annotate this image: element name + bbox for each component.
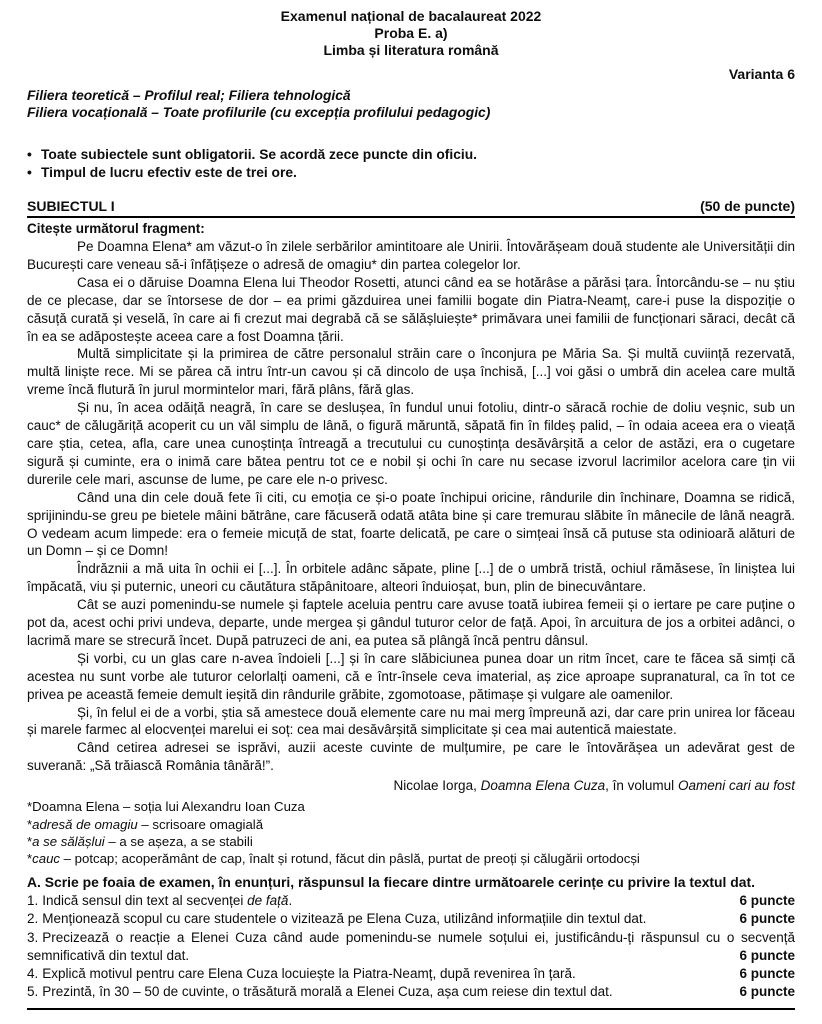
fragment-paragraph: Când una din cele două fete îi citi, cu emoția ce și-o poate închipui oricine, rândurile din închinare, Doamna se ridică, sprijinindu-se greu pe bietele mâini bătrâne, care făcuseră odată atâta bine și care tremurau slăbite în mânecile de lână neagră. O vedeam acum limpede: era o femeie micuță de stat, foarte delicată, pe care o simțeai însă că putuse sta odinioară alături de un Domn – și ce Domn! [27, 489, 795, 559]
filiera-line: Filiera teoretică – Profilul real; Filiera tehnologică [27, 88, 351, 103]
note-text: Timpul de lucru efectiv este de trei ore. [41, 165, 297, 180]
note-line [27, 146, 795, 164]
text-segment: cauc [32, 851, 60, 867]
question-item [27, 910, 795, 928]
fragment-paragraph: Casa ei o dăruise Doamna Elena lui Theodor Rosetti, atunci când ea se hotărâse a părăsi țara. Întorcându-se – nu știu de ce plecase, dar se întorsese de dor – ea primi găzduirea unei familii bogate din Piatra-Neamț, care-i puse la dispoziție o căsuță curată și veselă, în care ai fi crezut mai degrabă că se sălășluiește* primăvara unei familii de funcționari săraci, decât că în ea se adăpostește aceea care a fost Doamna țării. [27, 274, 795, 344]
literary-fragment [27, 238, 795, 775]
general-notes [27, 146, 795, 182]
fragment-paragraph: Și nu, în acea odăiță neagră, în care se deslușea, în fundul unui fotoliu, dintr-o săracă rochie de doliu veșnic, sub un cauc* de călugăriță acoperit cu un văl simplu de lână, o figură măruntă, săpată fin în fildeș palid, – în odaia aceea era o vieață care știa, cetea, afla, care unea cunoștința întreagă a trecutului cu cunoștința desăvârșită a celor de astăzi, era o cugetare sigură și cuminte, era o inimă care bătea pentru tot ce e nobil și ochi în care nu secase izvorul lacrimilor acelora care țin vii durerile cele mari, ascunse de lume, pe care ele n-o privesc. [27, 400, 795, 487]
exam-title-line: Examenul național de bacalaureat 2022 [280, 8, 542, 24]
question-number: 2. [27, 911, 39, 927]
question-points: 6 puncte [739, 984, 795, 1000]
text-segment: – potcap; acoperământ de cap, înalt și rotund, făcut din pâslă, purtat de preoți și călugării ortodocși [60, 851, 640, 867]
filiera-lines [27, 87, 795, 121]
fragment-instruction: Citește următorul fragment: [27, 221, 205, 236]
exam-title-line: Limba și literatura română [323, 42, 499, 58]
question-points: 6 puncte [739, 911, 795, 927]
bullet-marker: • [27, 147, 32, 162]
question-item [27, 892, 795, 910]
text-segment: Precizează o reacție a Elenei Cuza când aude pomenindu-se numele soțului ei, justificându-ți răspunsul cu o secvență semnificativă din textul dat. [27, 929, 795, 963]
bullet-marker: • [27, 165, 32, 180]
text-segment: * [27, 816, 33, 832]
fragment-attribution [27, 776, 795, 795]
text-segment: Menționează scopul cu care studentele o vizitează pe Elena Cuza, utilizând informațiile din textul dat. [42, 911, 647, 927]
text-segment: Explică motivul pentru care Elena Cuza locuiește la Piatra-Neamț, după revenirea în țară. [42, 966, 576, 982]
question-item [27, 929, 795, 965]
question-number: 4. [27, 966, 39, 982]
text-segment: adresă de omagiu [32, 816, 138, 832]
text-segment: – scrisoare omagială [137, 816, 264, 832]
question-text [42, 966, 576, 981]
note-line [27, 164, 795, 182]
question-list [27, 892, 795, 1001]
text-segment: de față [247, 893, 289, 909]
fragment-paragraph: Pe Doamna Elena* am văzut-o în zilele serbărilor amintitoare ale Unirii. Întovărășeam două studente ale Universității din București care veneau să-i înfățișeze o adresă de omagiu* din partea colegelor lor. [27, 239, 795, 272]
text-segment: *Doamna Elena – soția lui Alexandru Ioan Cuza [27, 799, 305, 815]
footnote-line [27, 850, 795, 867]
text-segment: a se sălășlui [32, 834, 105, 849]
text-segment: . [288, 893, 293, 909]
fragment-paragraph: Îndrăznii a mă uita în ochii ei [...]. În orbitele adânc săpate, pline [...] de o umbră tristă, ochiul rămăsese, în liniștea lui împăcată, viu și puternic, uneori cu căutătura stăpânitoare, alteori înduioșat, bun, plin de binecuvântare. [27, 561, 795, 595]
question-text [42, 893, 292, 908]
text-segment: * [27, 851, 33, 867]
question-points: 6 puncte [739, 947, 795, 963]
text-segment: – a se așeza, a se stabili [104, 834, 253, 849]
fragment-paragraph: Cât se auzi pomenindu-se numele și faptele aceluia pentru care avuse toată iubirea femeii și o iertare pe care puține o pot da, acest ochi privi undeva, departe, unde mergea și gândul tuturor celor de față. Apoi, în arcuitura de jos a orbitei adânci, o lacrimă mare se strecură încet. După patruzeci de ani, ea putea să plângă încă pentru dânsul. [27, 597, 795, 648]
question-points: 6 puncte [739, 893, 795, 909]
section-a-heading: A. Scrie pe foaia de examen, în enunțuri, răspunsul la fiecare dintre următoarele cerințe cu privire la textul dat. [27, 873, 755, 890]
footnote-line [27, 833, 795, 850]
text-segment: Nicolae Iorga, [393, 778, 481, 794]
filiera-line: Filiera vocațională – Toate profilurile (cu excepția profilului pedagogic) [27, 105, 491, 120]
exam-title-line: Proba E. a) [374, 25, 448, 41]
question-number: 3. [27, 929, 39, 945]
question-item [27, 965, 795, 983]
text-segment: , în volumul [605, 778, 678, 794]
exam-header [27, 8, 795, 121]
footnote-line [27, 798, 795, 815]
fragment-paragraph: Când cetirea adresei se isprăvi, auzii aceste cuvinte de mulțumire, pe care le întovărășea un adevărat gest de suverană: „Să trăiască România tânără!”. [27, 740, 795, 774]
question-points: 6 puncte [739, 966, 795, 982]
footnote-line [27, 816, 795, 833]
question-number: 5. [27, 984, 39, 1000]
question-item [27, 983, 795, 1001]
note-text: Toate subiectele sunt obligatorii. Se acordă zece puncte din oficiu. [41, 147, 477, 162]
text-segment: Oameni cari au fost [677, 778, 795, 794]
fragment-paragraph: Și vorbi, cu un glas care n-avea îndoieli [...] și în care slăbiciunea punea doar un ritm încet, care te făcea să simți că acestea nu sunt vorbe ale tuturor celorlalți oameni, că e într-însele ceva imaterial, aș zice aproape supranatural, ca în tot ce privea pe această femeie demult ieșită din rândurile grăbite, zgomotoase, pătimașe și vulgare ale oamenilor. [27, 650, 795, 702]
fragment-paragraph: Multă simplicitate și la primirea de către personalul străin care o înconjura pe Măria Sa. Și multă cuviință rezervată, multă liniște rece. Mi se părea că intru într-un cavou și că dincolo de ușa închisă, [...] voi găsi o umbră din acelea care multă vreme încă flutură în jurul mormintelor mari, fără plâns, fără glas. [27, 346, 795, 398]
bottom-divider [27, 1008, 795, 1010]
variant-label: Varianta 6 [728, 66, 795, 82]
footnotes [27, 798, 795, 868]
text-segment: * [27, 834, 33, 849]
subject-header-row [27, 197, 795, 218]
question-text [42, 911, 646, 926]
subject-label: SUBIECTUL I [27, 198, 115, 214]
question-number: 1. [27, 893, 39, 909]
fragment-paragraph: Și, în felul ei de a vorbi, știa să amestece două elemente care nu mai merg împreună azi, dar care prin unirea lor făceau și marele farmec al elocvenței marelui ei soț: cea mai desăvârșită simplicitate și cea mai autentică maiestate. [27, 704, 795, 738]
text-segment: Indică sensul din text al secvenței [42, 893, 248, 909]
question-text [42, 984, 612, 999]
exam-title-lines [27, 8, 795, 59]
text-segment: Prezintă, în 30 – 50 de cuvinte, o trăsătură morală a Elenei Cuza, așa cum reiese din textul dat. [42, 984, 613, 1000]
text-segment: Doamna Elena Cuza [480, 778, 606, 794]
question-text [27, 930, 795, 963]
subject-points: (50 de puncte) [700, 198, 795, 214]
